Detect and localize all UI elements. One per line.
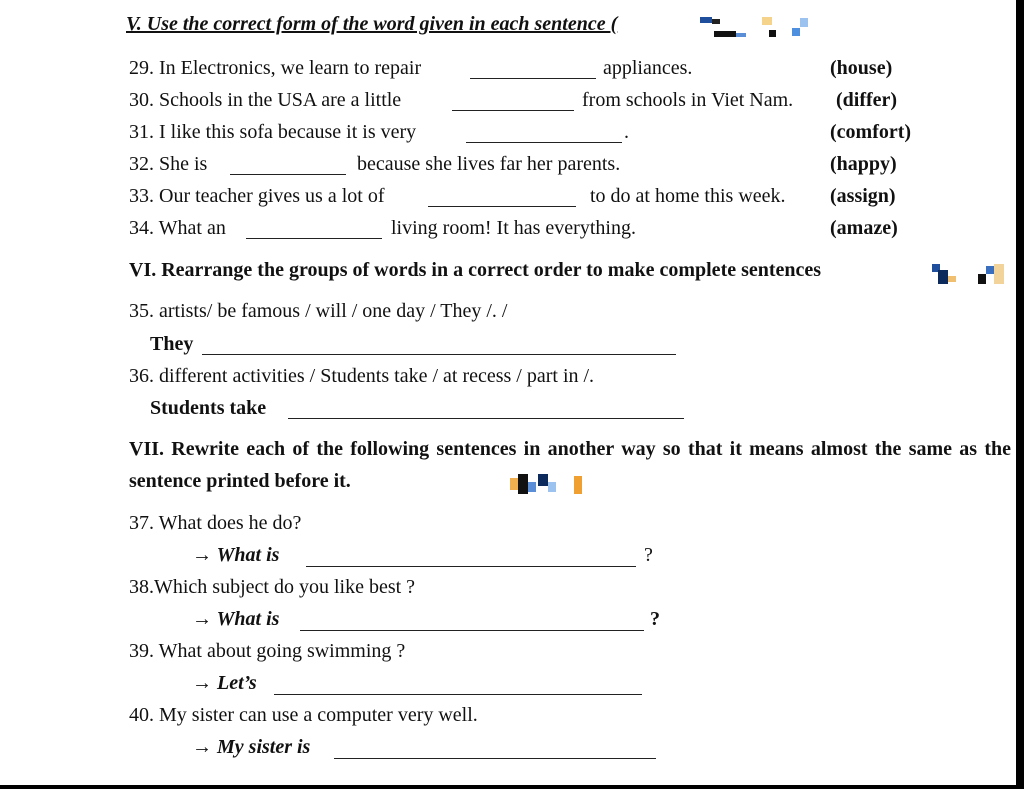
q33-text-before: 33. Our teacher gives us a lot of xyxy=(129,185,385,207)
q40-answer-blank[interactable] xyxy=(334,758,656,759)
q34-hint: (amaze) xyxy=(830,217,898,239)
page-border-right xyxy=(1016,0,1024,789)
q37-prompt: 37. What does he do? xyxy=(129,512,302,534)
q36-prompt: 36. different activities / Students take / at recess / part in /. xyxy=(129,365,595,387)
q34-text-after: living room! It has everything. xyxy=(391,217,636,239)
q31-text-after: . xyxy=(624,121,629,143)
q31-text-before: 31. I like this sofa because it is very xyxy=(129,121,417,143)
q38-end: ? xyxy=(650,608,660,630)
q30-text-before: 30. Schools in the USA are a little xyxy=(129,89,402,111)
q39-prompt: 39. What about going swimming ? xyxy=(129,640,406,662)
q35-prompt: 35. artists/ be famous / will / one day / They /. / xyxy=(129,300,508,322)
page-border-bottom xyxy=(0,785,1024,789)
q32-answer-blank[interactable] xyxy=(230,174,346,175)
q30-answer-blank[interactable] xyxy=(452,110,574,111)
section-v-title: V. Use the correct form of the word given in each sentence ( xyxy=(126,13,618,35)
q31-answer-blank[interactable] xyxy=(466,142,622,143)
q29-hint: (house) xyxy=(830,57,893,79)
q35-answer-blank[interactable] xyxy=(202,354,676,355)
q32-hint: (happy) xyxy=(830,153,897,175)
q33-answer-blank[interactable] xyxy=(428,206,576,207)
q37-end: ? xyxy=(644,544,653,566)
section-vii-title: VII. Rewrite each of the following sentences in another way so that it means almost the same as the sentence printed before it. xyxy=(129,438,1011,492)
q38-answer-blank[interactable] xyxy=(300,630,644,631)
q38-prompt: 38.Which subject do you like best ? xyxy=(129,576,416,598)
q30-hint: (differ) xyxy=(836,89,898,111)
q32-text-before: 32. She is xyxy=(129,153,208,175)
q36-starter: Students take xyxy=(150,397,267,419)
q29-answer-blank[interactable] xyxy=(470,78,596,79)
q30-text-after: from schools in Viet Nam. xyxy=(582,89,794,111)
q29-text-after: appliances. xyxy=(603,57,693,79)
q34-text-before: 34. What an xyxy=(129,217,226,239)
q33-text-after: to do at home this week. xyxy=(590,185,786,207)
q34-answer-blank[interactable] xyxy=(246,238,382,239)
q29-text-before: 29. In Electronics, we learn to repair xyxy=(129,57,422,79)
q31-hint: (comfort) xyxy=(830,121,912,143)
q38-starter: → What is xyxy=(192,608,280,630)
q37-answer-blank[interactable] xyxy=(306,566,636,567)
q35-starter: They xyxy=(150,333,194,355)
q39-starter: → Let’s xyxy=(192,672,257,694)
q32-text-after: because she lives far her parents. xyxy=(357,153,621,175)
q33-hint: (assign) xyxy=(830,185,896,207)
q40-starter: → My sister is xyxy=(192,736,311,758)
q39-answer-blank[interactable] xyxy=(274,694,642,695)
section-vi-title: VI. Rearrange the groups of words in a correct order to make complete sentences xyxy=(129,259,822,281)
q37-starter: → What is xyxy=(192,544,280,566)
q40-prompt: 40. My sister can use a computer very well. xyxy=(129,704,478,726)
q36-answer-blank[interactable] xyxy=(288,418,684,419)
